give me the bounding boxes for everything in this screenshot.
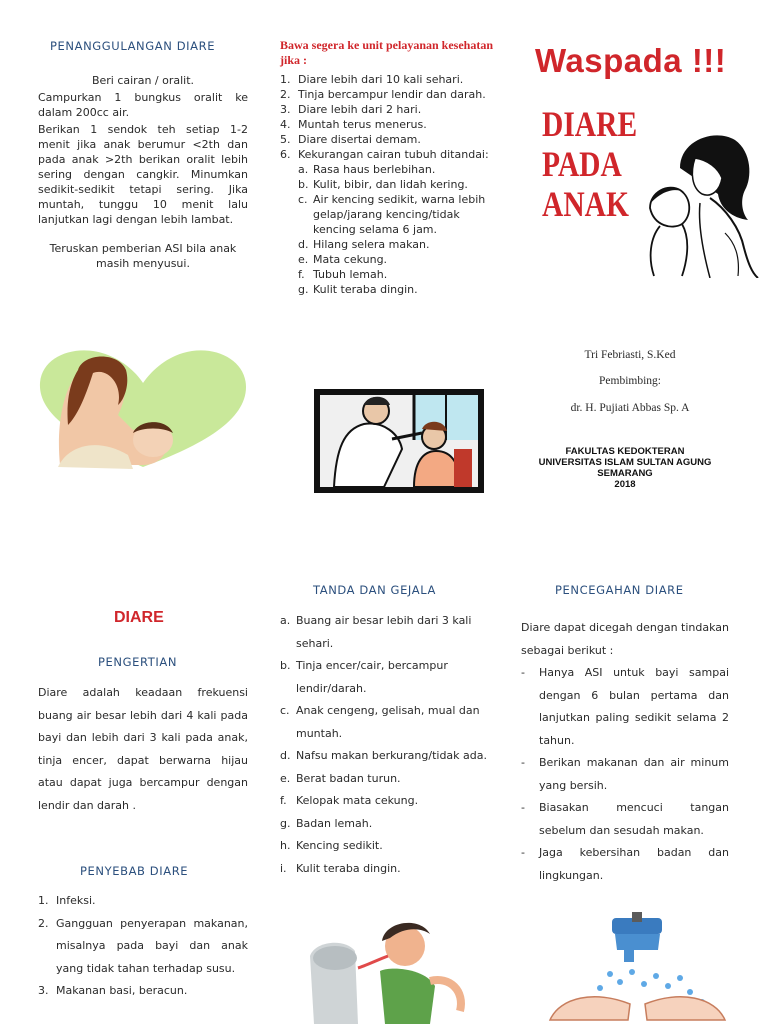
penyebab-title: PENYEBAB DIARE bbox=[80, 864, 189, 878]
penyebab-item: 1. Infeksi. bbox=[38, 894, 96, 907]
tanda-item: h. Kencing sedikit. bbox=[280, 839, 383, 852]
rujukan-subitem: a. Rasa haus berlebihan. bbox=[298, 163, 436, 176]
penyebab-item: 3. Makanan basi, beracun. bbox=[38, 984, 188, 997]
tanda-item: c. Anak cengeng, gelisah, mual dan muntah. bbox=[280, 704, 480, 740]
rujukan-item: 1. Diare lebih dari 10 kali sehari. bbox=[280, 73, 464, 86]
pencegahan-intro: Diare dapat dicegah dengan tindakan sebagai berikut : bbox=[521, 621, 729, 657]
penyebab-item: 2. Gangguan penyerapan makanan, misalnya pada bayi dan anak yang tidak tahan terhadap susu. bbox=[38, 916, 248, 975]
cover-year: 2018 bbox=[614, 479, 636, 490]
rujukan-item: 3. Diare lebih dari 2 hari. bbox=[280, 103, 422, 116]
rujukan-item: 6. Kekurangan cairan tubuh ditandai: bbox=[280, 148, 489, 161]
rujukan-subitem: b. Kulit, bibir, dan lidah kering. bbox=[298, 178, 468, 191]
tanda-item: e. Berat badan turun. bbox=[280, 771, 401, 785]
breastfeeding-illustration bbox=[38, 345, 248, 470]
penanggulangan-title: PENANGGULANGAN DIARE bbox=[50, 39, 216, 53]
cover-title-line1: DIARE bbox=[542, 104, 638, 144]
doctor-examination-illustration bbox=[314, 389, 484, 493]
penanggulangan-p2: Campurkan 1 bungkus oralit ke dalam 200cc air. bbox=[38, 91, 248, 119]
penanggulangan-body bbox=[38, 73, 248, 271]
pencegahan-list bbox=[521, 662, 729, 887]
rujukan-item: 2. Tinja bercampur lendir dan darah. bbox=[280, 88, 486, 101]
tanda-item: b. Tinja encer/cair, bercampur lendir/darah. bbox=[280, 659, 448, 695]
cover-institution bbox=[510, 446, 740, 490]
pencegahan-item: - Biasakan mencuci tangan sebelum dan sesudah makan. bbox=[521, 801, 729, 837]
pengertian-text: Diare adalah keadaan frekuensi buang air besar lebih dari 4 kali pada bayi dan lebih dari 3 kali pada anak, tinja encer, dapat berwarna hijau atau dapat juga bercampur dengan lendir dan darah . bbox=[38, 686, 248, 812]
cover-faculty: FAKULTAS KEDOKTERAN bbox=[565, 446, 685, 457]
tanda-item: g. Badan lemah. bbox=[280, 816, 373, 830]
cover-title bbox=[542, 104, 637, 224]
penanggulangan-p3: Berikan 1 sendok teh setiap 1-2 menit jika anak berumur <2th dan pada anak >2th berikan oralit lebih sering dengan cangkir. Minumkan sedikit-sedikit tetapi sering. Jika muntah, tunggu 10 menit lalu lanjutkan lagi dengan lebih lambat. bbox=[38, 123, 248, 226]
cover-city: SEMARANG bbox=[597, 468, 653, 479]
rujukan-item: 5. Diare disertai demam. bbox=[280, 133, 421, 146]
rujukan-subitem: e. Mata cekung. bbox=[298, 253, 388, 266]
rujukan-title: Bawa segera ke unit pelayanan kesehatan jika : bbox=[280, 38, 494, 67]
handwashing-illustration bbox=[540, 912, 735, 1024]
pencegahan-item: - Hanya ASI untuk bayi sampai dengan 6 bulan pertama dan lanjutkan paling sedikit selama 2 tahun. bbox=[521, 666, 729, 747]
mother-child-illustration bbox=[640, 128, 760, 278]
pengertian-title: PENGERTIAN bbox=[98, 655, 178, 669]
penanggulangan-p1: Beri cairan / oralit. bbox=[91, 74, 195, 87]
pencegahan-item: - Berikan makanan dan air minum yang bersih. bbox=[521, 756, 729, 792]
rujukan-subitem: d. Hilang selera makan. bbox=[298, 238, 430, 251]
cover-waspada: Waspada !!! bbox=[535, 42, 727, 79]
cover-pembimbing-label: Pembimbing: bbox=[599, 375, 661, 387]
pencegahan-title: PENCEGAHAN DIARE bbox=[555, 583, 684, 597]
rujukan-subitem: c. Air kencing sedikit, warna lebih gelap/jarang kencing/tidak kencing selama 6 jam. bbox=[298, 193, 486, 236]
pencegahan-item: - Jaga kebersihan badan dan lingkungan. bbox=[521, 846, 729, 882]
tanda-item: f. Kelopak mata cekung. bbox=[280, 794, 419, 807]
rujukan-subitem: f. Tubuh lemah. bbox=[298, 268, 388, 281]
sick-child-illustration bbox=[310, 916, 480, 1024]
rujukan-subitem: g. Kulit teraba dingin. bbox=[298, 283, 418, 296]
tanda-item: i. Kulit teraba dingin. bbox=[280, 861, 401, 875]
cover-university: UNIVERSITAS ISLAM SULTAN AGUNG bbox=[538, 457, 712, 468]
tanda-title: TANDA DAN GEJALA bbox=[313, 583, 436, 597]
cover-title-line3: ANAK bbox=[542, 184, 629, 224]
tanda-item: d. Nafsu makan berkurang/tidak ada. bbox=[280, 749, 488, 762]
rujukan-sublist bbox=[280, 162, 490, 297]
tanda-list bbox=[280, 610, 490, 880]
rujukan-list bbox=[280, 72, 490, 297]
tanda-item: a. Buang air besar lebih dari 3 kali sehari. bbox=[280, 614, 472, 650]
cover-pembimbing: dr. H. Pujiati Abbas Sp. A bbox=[570, 402, 690, 414]
diare-title: DIARE bbox=[114, 609, 164, 626]
penanggulangan-p4: Teruskan pemberian ASI bila anak masih menyusui. bbox=[49, 242, 237, 270]
penyebab-list bbox=[38, 890, 248, 1003]
rujukan-item: 4. Muntah terus menerus. bbox=[280, 118, 427, 131]
cover-author: Tri Febriasti, S.Ked bbox=[584, 349, 676, 361]
cover-title-line2: PADA bbox=[542, 144, 622, 184]
